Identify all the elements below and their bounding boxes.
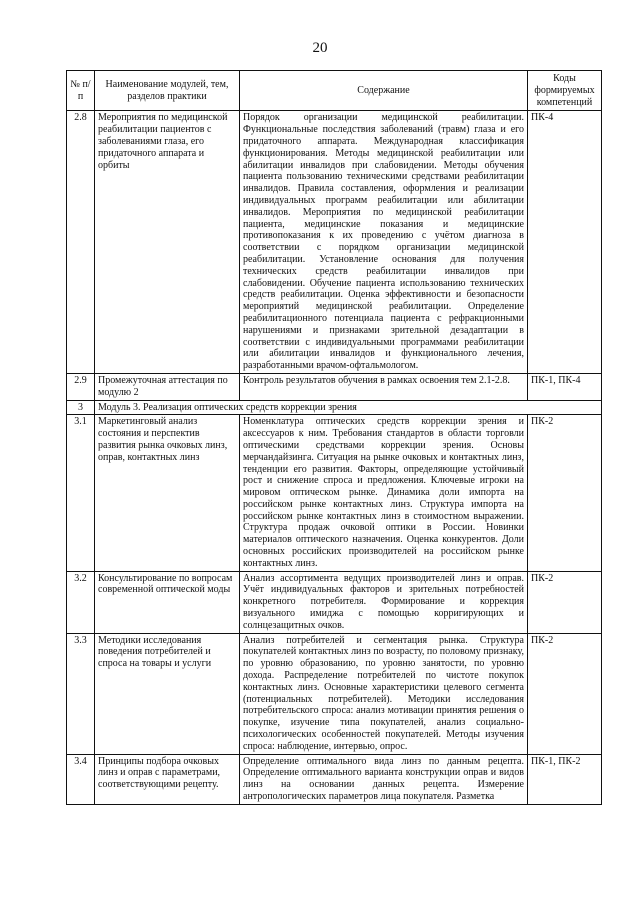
row-name: Маркетинговый анализ состояния и перспектив развития рынка очковых линз, оправ, контактных линз xyxy=(95,415,240,571)
row-num: 3.1 xyxy=(67,415,95,571)
row-content: Анализ потребителей и сегментация рынка. Структура покупателей контактных линз по возрасту, по половому признаку, по уровню образованию, по уровню занятости, по уровню дохода. Распределение потребителей по чистоте покупок контактных линз. Основные характеристики целевого сегмента (потенциальных потребителей). Методики исследования потребительского спроса: анализ мотивации принятия решения о покупке, изучение типа покупателей, анализ социально-психологических особенностей покупателей. Методы изучения спроса: наблюдение, интервью, опрос. xyxy=(240,633,528,754)
practice-modules-table xyxy=(66,70,602,805)
table-row xyxy=(67,373,602,400)
row-name: Принципы подбора очковых линз и оправ с параметрами, соответствующими рецепту. xyxy=(95,754,240,804)
row-num: 2.8 xyxy=(67,111,95,374)
row-content: Порядок организации медицинской реабилитации. Функциональные последствия заболеваний (травм) глаза и его придаточного аппарата. Международная классификация функционирования. Методы медицинской реабилитации или абилитации инвалидов при слабовидении. Методы обучения пациента пользованию техническими средствами реабилитации инвалидов. Правила составления, оформления и реализации индивидуальных программ реабилитации или абилитации инвалидов. Мероприятия по медицинской реабилитации пациента, медицинские показания и медицинские противопоказания к их проведению с учётом диагноза в соответствии с порядком организации медицинской реабилитации. Установление основания для получения технических средств реабилитации инвалидов при слабовидении. Обучение пациента использованию технических средств реабилитации. Оценка эффективности и безопасности мероприятий медицинской реабилитации. Определение реабилитационного потенциала пациента с рефракционными нарушениями и признаками зрительной дезадаптации в соответствии с индивидуальными программами реабилитации или абилитации инвалидов и функционального лечения, разработанными врачом-офтальмологом. xyxy=(240,111,528,374)
header-name: Наименование модулей, тем, разделов практики xyxy=(95,71,240,111)
row-content: Анализ ассортимента ведущих производителей линз и оправ. Учёт индивидуальных факторов и зрительных потребностей конкретного потребителя. Формирование и коррекция визуального имиджа с помощью корригирующих и солнцезащитных очков. xyxy=(240,571,528,633)
row-content: Определение оптимального вида линз по данным рецепта. Определение оптимального варианта конструкции оправ и видов линз на основании данных рецепта. Измерение антропологических параметров лица покупателя. Разметка xyxy=(240,754,528,804)
table-row xyxy=(67,415,602,571)
page-number: 20 xyxy=(312,40,328,56)
header-content: Содержание xyxy=(240,71,528,111)
row-codes: ПК-1, ПК-2 xyxy=(528,754,602,804)
module-title: Модуль 3. Реализация оптических средств коррекции зрения xyxy=(95,400,602,415)
row-codes: ПК-2 xyxy=(528,633,602,754)
row-num: 3.3 xyxy=(67,633,95,754)
row-num: 3.4 xyxy=(67,754,95,804)
row-codes: ПК-2 xyxy=(528,415,602,571)
row-num: 3.2 xyxy=(67,571,95,633)
row-content: Номенклатура оптических средств коррекции зрения и аксессуаров к ним. Требования стандартов в области торговли оптическими средствами коррекции зрения. Основы мерчандайзинга. Ситуация на рынке очковых и контактных линз, тенденции его развития. Факторы, определяющие устойчивый рост и снижение спроса и предложения. Ключевые игроки на мировом оптическом рынке. Динамика доли импорта на российском рынке контактных линз. Структура импорта на российском рынке контактных линз в стоимостном выражении. Структура продаж очковой оптики в России. Новинки материалов оптического назначения. Оценка конкурентов. Доли основных российских производителей на российском рынке контактных линз. xyxy=(240,415,528,571)
header-codes: Коды формируемых компетенций xyxy=(528,71,602,111)
table-row xyxy=(67,111,602,374)
row-num: 2.9 xyxy=(67,373,95,400)
row-name: Консультирование по вопросам современной оптической моды xyxy=(95,571,240,633)
row-codes: ПК-2 xyxy=(528,571,602,633)
table-row xyxy=(67,571,602,633)
row-name: Мероприятия по медицинской реабилитации пациентов с заболеваниями глаза, его придаточного аппарата и орбиты xyxy=(95,111,240,374)
table-header-row xyxy=(67,71,602,111)
module-row xyxy=(67,400,602,415)
row-codes: ПК-1, ПК-4 xyxy=(528,373,602,400)
table-row xyxy=(67,633,602,754)
row-codes: ПК-4 xyxy=(528,111,602,374)
header-num: № п/п xyxy=(67,71,95,111)
row-name: Промежуточная аттестация по модулю 2 xyxy=(95,373,240,400)
module-num: 3 xyxy=(67,400,95,415)
table-row xyxy=(67,754,602,804)
row-name: Методики исследования поведения потребителей и спроса на товары и услуги xyxy=(95,633,240,754)
row-content: Контроль результатов обучения в рамках освоения тем 2.1-2.8. xyxy=(240,373,528,400)
